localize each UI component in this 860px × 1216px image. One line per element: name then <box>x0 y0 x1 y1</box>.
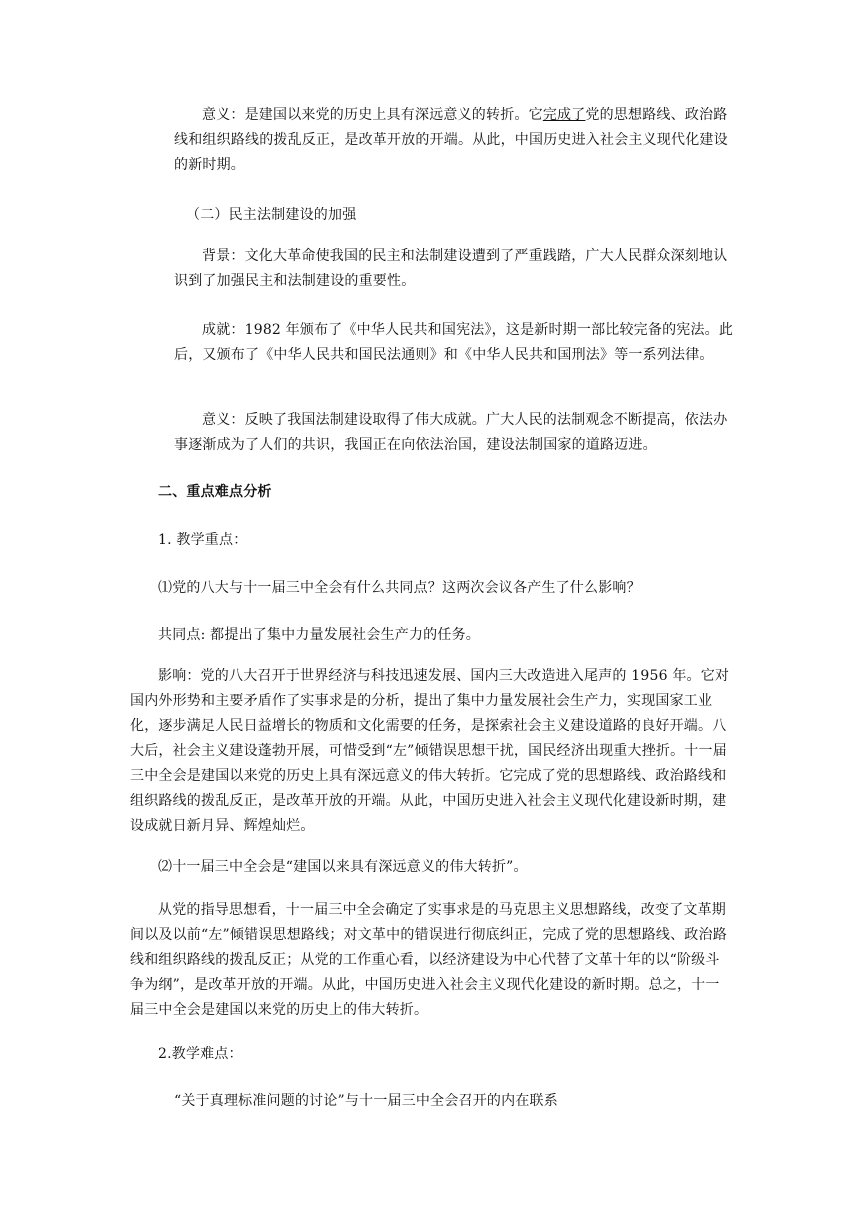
paragraph-analysis: 从党的指导思想看，十一届三中全会确定了实事求是的马克思主义思想路线，改变了文革期间以及以前“左”倾错误思想路线；对文革中的错误进行彻底纠正，完成了党的思想路线、政治路线和组织路线的拨乱反正；从党的工作重心看，以经济建设为中心代替了文革十年的以“阶级斗争为纲”，是改革开放的开端。从此，中国历史进入社会主义现代化建设的新时期。总之，十一届三中全会是建国以来党的历史上的伟大转折。 <box>130 902 727 1018</box>
section-title-democracy-law: （二）民主法制建设的加强 <box>186 207 357 223</box>
paragraph-influence: 影响：党的八大召开于世界经济与科技迅速发展、国内三大改造进入尾声的 1956 年。它对国内外形势和主要矛盾作了实事求是的分析，提出了集中力量发展社会生产力，实现国家工业化，逐步满足人民日益增长的物质和文化需要的任务，是探索社会主义建设道路的良好开端。八大后，社会主义建设蓬勃开展，可惜受到“左”倾错误思想干扰，国民经济出现重大挫折。十一届三中全会是建国以来党的历史上具有深远意义的伟大转折。它完成了党的思想路线、政治路线和组织路线的拨乱反正，是改革开放的开端。从此，中国历史进入社会主义现代化建设新时期，建设成就日新月异、辉煌灿烂。 <box>130 668 730 834</box>
text-span: 党的思想路线、政治路线和组织路线的拨乱反正，是改革开放的开端。从此，中国历史进入社会主义现代化建设的新时期。 <box>174 107 728 173</box>
paragraph-significance-1 <box>174 103 738 178</box>
heading-key-difficulty-analysis: 二、重点难点分析 <box>158 484 272 500</box>
underlined-text: 完成了 <box>542 107 586 123</box>
paragraph-significance-2: 意义：反映了我国法制建设取得了伟大成就。广大人民的法制观念不断提高，依法办事逐渐成为了人们的共识，我国正在向依法治国，建设法制国家的道路迈进。 <box>174 412 728 453</box>
text-span: 意义：是建国以来党的历史上具有深远意义的转折。它 <box>202 107 543 123</box>
paragraph-background: 背景：文化大革命使我国的民主和法制建设遭到了严重践踏，广大人民群众深刻地认识到了加强民主和法制建设的重要性。 <box>174 248 728 289</box>
paragraph-achievement: 成就：1982 年颁布了《中华人民共和国宪法》，这是新时期一部比较完备的宪法。此后，又颁布了《中华人民共和国民法通则》和《中华人民共和国刑法》等一系列法律。 <box>174 322 734 363</box>
label-teaching-difficulty: 2.教学难点： <box>158 1046 243 1062</box>
label-teaching-key: 1. 教学重点： <box>158 532 248 548</box>
difficulty-topic: “关于真理标准问题的讨论”与十一届三中全会召开的内在联系 <box>174 1093 558 1109</box>
question-1: ⑴党的八大与十一届三中全会有什么共同点？这两次会议各产生了什么影响？ <box>158 580 641 596</box>
paragraph-common-points: 共同点: 都提出了集中力量发展社会生产力的任务。 <box>158 627 480 643</box>
question-2: ⑵十一届三中全会是“建国以来具有深远意义的伟大转折”。 <box>158 859 528 875</box>
